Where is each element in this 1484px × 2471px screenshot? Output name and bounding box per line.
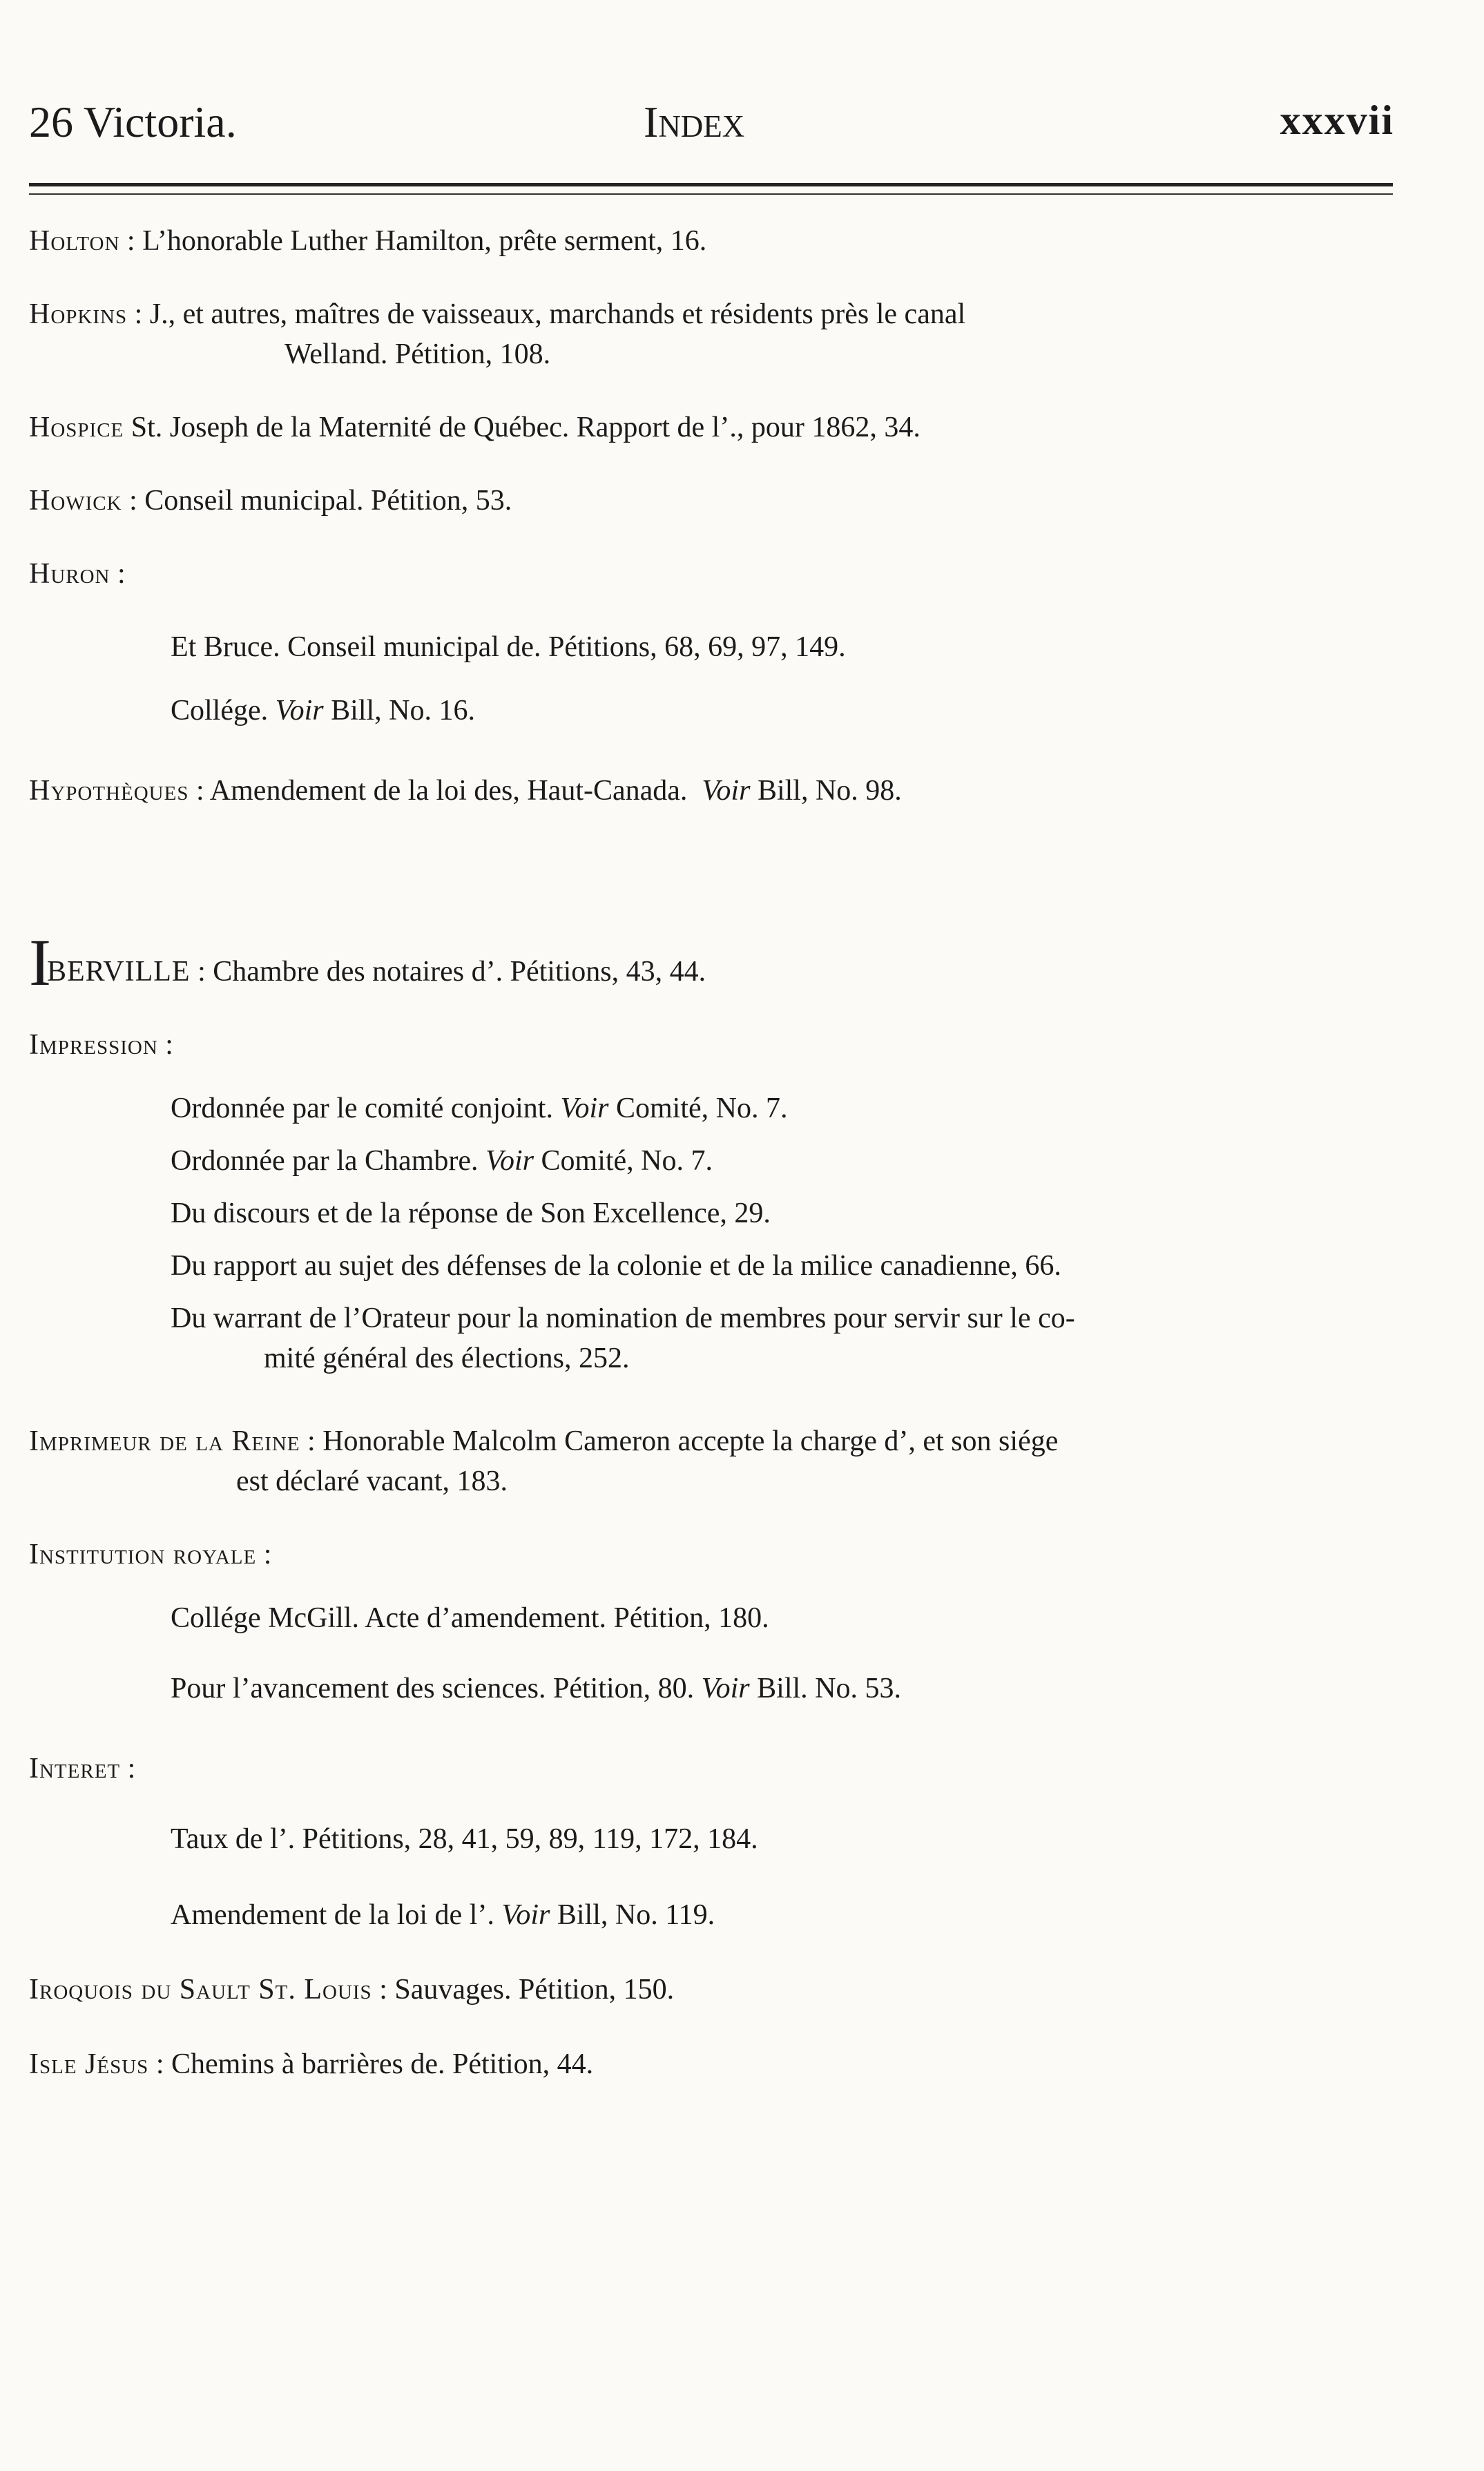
entry-institution (29, 1535, 1403, 1709)
volume-label: 26 Victoria. (29, 97, 237, 146)
voir-text: Voir (275, 695, 324, 727)
page-header (29, 83, 1394, 148)
sub-entry (29, 1141, 1403, 1181)
sub-entry-text: Ordonnée par la Chambre. (171, 1145, 479, 1177)
entry-imprimeur (29, 1421, 1403, 1501)
entry-impression (29, 1025, 1403, 1378)
entry-head: Isle Jésus (29, 2048, 149, 2080)
entry-text: : J., et autres, maîtres de vaisseaux, marchands et résidents près le canal (134, 298, 966, 330)
entry-text: : Conseil municipal. Pétition, 53. (129, 485, 512, 517)
sub-entry: Et Bruce. Conseil municipal de. Pétitions, 68, 69, 97, 149. (171, 631, 846, 663)
voir-text: Voir (501, 1899, 550, 1931)
sub-entry: Du discours et de la réponse de Son Excellence, 29. (171, 1198, 771, 1229)
entry-text: St. Joseph de la Maternité de Québec. Rapport de l’., pour 1862, 34. (131, 412, 921, 443)
sub-entry-text: Amendement de la loi de l’. (171, 1899, 494, 1931)
sub-entry (29, 1669, 1403, 1709)
entry-continuation: Welland. Pétition, 108. (285, 338, 551, 370)
sub-entry: Du rapport au sujet des défenses de la colonie et de la milice canadienne, 66. (171, 1250, 1061, 1282)
entry-text: : Sauvages. Pétition, 150. (379, 1974, 675, 2006)
sub-entry-text: Pour l’avancement des sciences. Pétition, 80. (171, 1673, 695, 1704)
sub-entry (29, 1895, 1403, 1935)
entry-isle-jesus (29, 2044, 1403, 2084)
section-initial: I (29, 925, 51, 999)
sub-entry: Du warrant de l’Orateur pour la nomination de membres pour servir sur le co- (171, 1302, 1075, 1334)
sub-entry-text: Comité, No. 7. (616, 1093, 788, 1124)
entry-suffix: : (127, 1753, 136, 1785)
entry-head: Interet (29, 1753, 121, 1785)
page-number: xxxvii (1280, 97, 1394, 143)
header-rule-thick (29, 183, 1393, 186)
sub-entry-text: Bill, No. 119. (557, 1899, 715, 1931)
entry-interet (29, 1749, 1403, 1935)
sub-entry-text: Comité, No. 7. (541, 1145, 713, 1177)
entry-text: : Amendement de la loi des, Haut-Canada. (195, 775, 688, 807)
voir-text: Voir (701, 1673, 750, 1704)
entry-text: : Chemins à barrières de. Pétition, 44. (155, 2048, 594, 2080)
sub-entry-continuation: mité général des élections, 252. (264, 1343, 630, 1374)
entry-suffix: : (117, 558, 126, 590)
entry-head: Impression (29, 1029, 158, 1061)
entry-head: Hypothèques (29, 775, 189, 807)
voir-text: Voir (702, 775, 751, 807)
entry-hospice (29, 407, 1403, 448)
voir-text: Voir (485, 1145, 534, 1177)
entry-hypotheques (29, 771, 1403, 811)
entry-text: : Chambre des notaires d’. Pétitions, 43, 44. (197, 956, 706, 988)
entry-continuation: est déclaré vacant, 183. (236, 1465, 508, 1497)
entry-head: Imprimeur de la Reine (29, 1425, 300, 1457)
sub-entry-text: Ordonnée par le comité conjoint. (171, 1093, 553, 1124)
entry-head: Institution royale (29, 1539, 257, 1570)
voir-text: Voir (560, 1093, 609, 1124)
entry-head: Huron (29, 558, 110, 590)
entry-head: Holton (29, 225, 120, 257)
entry-suffix: : (263, 1539, 272, 1570)
sub-entry-text: Bill, No. 16. (331, 695, 476, 727)
entry-iberville (29, 925, 1403, 999)
entry-text: : L’honorable Luther Hamilton, prête serment, 16. (126, 225, 707, 257)
sub-entry: Taux de l’. Pétitions, 28, 41, 59, 89, 119, 172, 184. (171, 1823, 758, 1855)
entry-head: BERVILLE (46, 956, 191, 988)
entry-iroquois (29, 1970, 1403, 2010)
sub-entry-text: Bill. No. 53. (757, 1673, 902, 1704)
entry-head: Howick (29, 485, 122, 517)
sub-entry (29, 691, 1403, 731)
entry-head: Hospice (29, 412, 124, 443)
sub-entry-text: Collége. (171, 695, 269, 727)
entry-holton (29, 221, 1403, 261)
entry-huron (29, 554, 1403, 731)
entry-text: : Honorable Malcolm Cameron accepte la charge d’, et son siége (307, 1425, 1059, 1457)
entry-head: Hopkins (29, 298, 128, 330)
page-title: Index (644, 97, 745, 146)
entry-head: Iroquois du Sault St. Louis (29, 1974, 372, 2006)
sub-entry (29, 1088, 1403, 1128)
entry-text: Bill, No. 98. (757, 775, 902, 807)
index-entries (29, 221, 1403, 2084)
entry-hopkins (29, 294, 1403, 374)
entry-suffix: : (165, 1029, 173, 1061)
entry-howick (29, 481, 1403, 521)
sub-entry: Collége McGill. Acte d’amendement. Pétition, 180. (171, 1602, 769, 1634)
header-rule-thin (29, 193, 1393, 195)
